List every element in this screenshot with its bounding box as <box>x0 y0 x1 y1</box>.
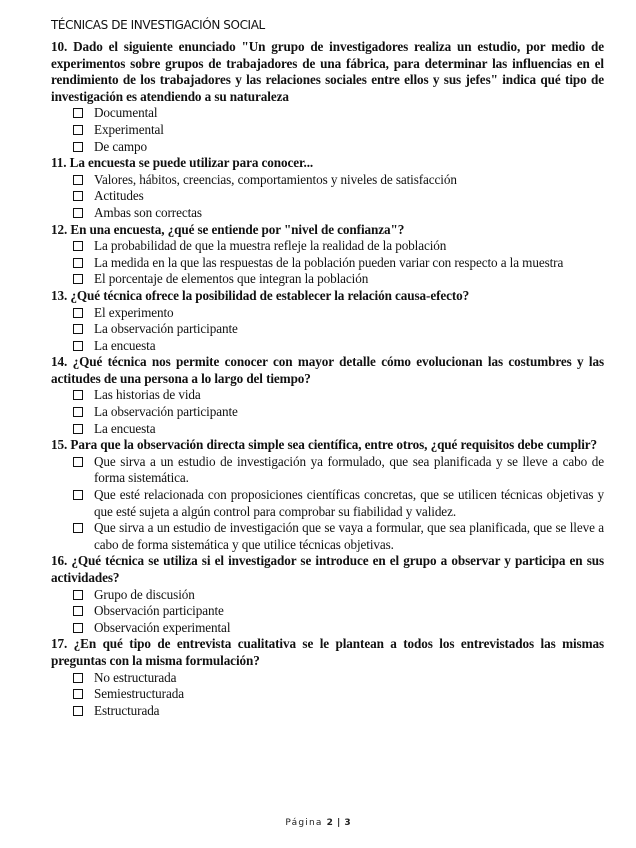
question-block <box>51 553 604 636</box>
answer-option[interactable] <box>73 487 604 520</box>
answer-option[interactable] <box>73 139 604 156</box>
checkbox-icon[interactable] <box>73 457 83 467</box>
answer-option[interactable] <box>73 620 604 637</box>
checkbox-icon[interactable] <box>73 590 83 600</box>
answer-option[interactable] <box>73 122 604 139</box>
answer-option[interactable] <box>73 520 604 553</box>
answer-option[interactable] <box>73 205 604 222</box>
question-text: 16. ¿Qué técnica se utiliza si el investigador se introduce en el grupo a observar y participa en sus actividades? <box>51 553 604 585</box>
answer-option[interactable] <box>73 321 604 338</box>
option-label: Observación experimental <box>94 619 231 635</box>
question-block <box>51 354 604 437</box>
question-text: 10. Dado el siguiente enunciado "Un grupo de investigadores realiza un estudio, por medio de experimentos sobre grupos de trabajadores de una fábrica, para determinar las influencias en el rendimiento de los trabajadores y las relaciones sociales entre ellos y sus jefes" indica qué tipo de investigación es atendiendo a su naturaleza <box>51 39 604 104</box>
option-label: Ambas son correctas <box>94 204 202 220</box>
checkbox-icon[interactable] <box>73 523 83 533</box>
page-label: Página <box>285 818 323 828</box>
checkbox-icon[interactable] <box>73 706 83 716</box>
checkbox-icon[interactable] <box>73 673 83 683</box>
answer-option[interactable] <box>73 338 604 355</box>
answer-option[interactable] <box>73 188 604 205</box>
option-list <box>51 670 604 720</box>
answer-option[interactable] <box>73 421 604 438</box>
option-label: Experimental <box>94 121 164 137</box>
checkbox-icon[interactable] <box>73 175 83 185</box>
option-list <box>51 305 604 355</box>
answer-option[interactable] <box>73 703 604 720</box>
checkbox-icon[interactable] <box>73 125 83 135</box>
answer-option[interactable] <box>73 686 604 703</box>
checkbox-icon[interactable] <box>73 208 83 218</box>
answer-option[interactable] <box>73 105 604 122</box>
option-label: Documental <box>94 105 158 121</box>
answer-option[interactable] <box>73 387 604 404</box>
question-block <box>51 636 604 719</box>
option-label: La observación participante <box>94 321 238 337</box>
answer-option[interactable] <box>73 670 604 687</box>
checkbox-icon[interactable] <box>73 606 83 616</box>
checkbox-icon[interactable] <box>73 689 83 699</box>
question-text: 12. En una encuesta, ¿qué se entiende por "nivel de confianza"? <box>51 221 405 237</box>
question-text: 17. ¿En qué tipo de entrevista cualitativa se le plantean a todos los entrevistados las mismas preguntas con la misma formulación? <box>51 636 604 668</box>
option-label: Que esté relacionada con proposiciones científicas concretas, que se utilicen técnicas objetivas y que esté sujeta a algún control para comprobar su fiabilidad y validez. <box>94 487 604 519</box>
checkbox-icon[interactable] <box>73 258 83 268</box>
option-label: Semiestructurada <box>94 686 184 702</box>
checkbox-icon[interactable] <box>73 142 83 152</box>
answer-option[interactable] <box>73 454 604 487</box>
checkbox-icon[interactable] <box>73 108 83 118</box>
answer-option[interactable] <box>73 238 604 255</box>
option-list <box>51 238 604 288</box>
option-label: De campo <box>94 138 148 154</box>
option-label: La probabilidad de que la muestra refleje la realidad de la población <box>94 238 447 254</box>
question-block <box>51 222 604 288</box>
answer-option[interactable] <box>73 603 604 620</box>
option-list <box>51 105 604 155</box>
answer-option[interactable] <box>73 172 604 189</box>
question-text: 15. Para que la observación directa simple sea científica, entre otros, ¿qué requisitos debe cumplir? <box>51 437 598 453</box>
answer-option[interactable] <box>73 271 604 288</box>
checkbox-icon[interactable] <box>73 424 83 434</box>
question-text: 13. ¿Qué técnica ofrece la posibilidad de establecer la relación causa-efecto? <box>51 287 470 303</box>
page-separator: | <box>336 818 341 828</box>
question-block <box>51 39 604 155</box>
option-label: Que sirva a un estudio de investigación ya formulado, que sea planificada y se lleve a cabo de forma sistemática. <box>94 453 604 486</box>
option-label: Estructurada <box>94 702 160 718</box>
question-text: 11. La encuesta se puede utilizar para conocer... <box>51 155 314 171</box>
checkbox-icon[interactable] <box>73 191 83 201</box>
page-current: 2 <box>326 818 333 828</box>
option-label: Observación participante <box>94 603 224 619</box>
question-text: 14. ¿Qué técnica nos permite conocer con mayor detalle cómo evolucionan las costumbres y las actitudes de una persona a lo largo del tiempo? <box>51 354 604 386</box>
option-list <box>51 172 604 222</box>
option-label: Que sirva a un estudio de investigación que se vaya a formular, que sea planificada, que se lleve a cabo de forma sistemática y que utilice técnicas objetivas. <box>94 520 604 552</box>
option-label: La encuesta <box>94 420 156 436</box>
option-label: El porcentaje de elementos que integran la población <box>94 271 369 287</box>
option-label: La medida en la que las respuestas de la población pueden variar con respecto a la muestra <box>94 254 564 270</box>
answer-option[interactable] <box>73 255 604 272</box>
checkbox-icon[interactable] <box>73 308 83 318</box>
page-total: 3 <box>344 818 351 828</box>
checkbox-icon[interactable] <box>73 390 83 400</box>
option-label: Las historias de vida <box>94 387 201 403</box>
checkbox-icon[interactable] <box>73 623 83 633</box>
option-label: El experimento <box>94 304 174 320</box>
question-block <box>51 155 604 221</box>
checkbox-icon[interactable] <box>73 490 83 500</box>
question-block <box>51 288 604 354</box>
checkbox-icon[interactable] <box>73 241 83 251</box>
option-label: La observación participante <box>94 404 238 420</box>
option-label: No estructurada <box>94 669 177 685</box>
checkbox-icon[interactable] <box>73 341 83 351</box>
checkbox-icon[interactable] <box>73 324 83 334</box>
answer-option[interactable] <box>73 404 604 421</box>
document-header: TÉCNICAS DE INVESTIGACIÓN SOCIAL <box>51 18 265 32</box>
option-label: Valores, hábitos, creencias, comportamientos y niveles de satisfacción <box>94 171 457 187</box>
answer-option[interactable] <box>73 305 604 322</box>
page-footer <box>0 818 636 828</box>
option-list <box>51 587 604 637</box>
answer-option[interactable] <box>73 587 604 604</box>
option-label: La encuesta <box>94 337 156 353</box>
option-label: Grupo de discusión <box>94 586 195 602</box>
checkbox-icon[interactable] <box>73 407 83 417</box>
question-block <box>51 437 604 553</box>
checkbox-icon[interactable] <box>73 274 83 284</box>
option-label: Actitudes <box>94 188 144 204</box>
option-list <box>51 387 604 437</box>
question-list <box>51 39 604 719</box>
option-list <box>51 454 604 554</box>
